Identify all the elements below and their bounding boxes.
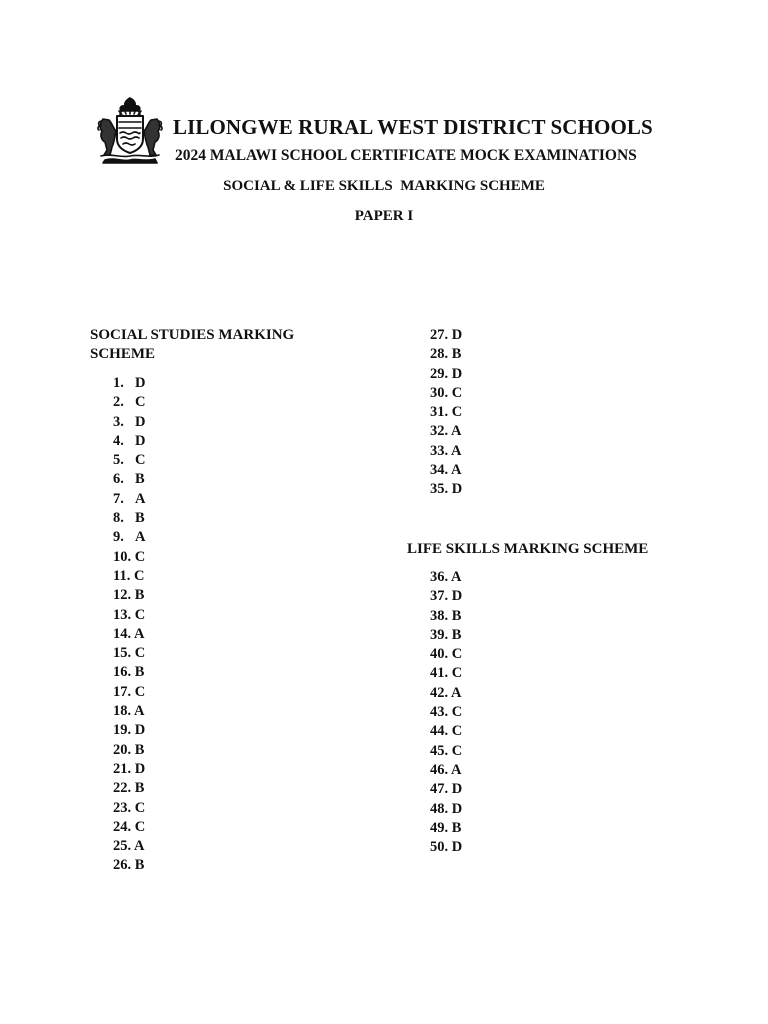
social-studies-heading xyxy=(90,326,294,365)
answer-item: 31. C xyxy=(430,404,463,421)
district-title: LILONGWE RURAL WEST DISTRICT SCHOOLS xyxy=(173,115,653,139)
answer-item: 21. D xyxy=(113,760,146,777)
answer-item: 28. B xyxy=(430,346,462,363)
answer-item: 38. B xyxy=(430,607,462,624)
answer-item: 12. B xyxy=(113,587,145,604)
answer-item: 4. D xyxy=(113,432,146,449)
answer-item: 49. B xyxy=(430,819,462,836)
answer-item: 3. D xyxy=(113,413,146,430)
answer-item: 11. C xyxy=(113,567,145,584)
answer-item: 45. C xyxy=(430,742,463,759)
answer-item: 18. A xyxy=(113,703,145,720)
answer-item: 35. D xyxy=(430,481,463,498)
answer-item: 48. D xyxy=(430,800,463,817)
answer-item: 33. A xyxy=(430,442,462,459)
subject-title: SOCIAL & LIFE SKILLS MARKING SCHEME xyxy=(223,178,545,194)
answer-item: 44. C xyxy=(430,723,463,740)
answer-item: 40. C xyxy=(430,646,463,663)
answer-item: 2. C xyxy=(113,394,146,411)
answer-item: 5. C xyxy=(113,452,146,469)
answer-item: 17. C xyxy=(113,683,146,700)
social-studies-heading-line2: SCHEME xyxy=(90,346,156,363)
answer-item: 32. A xyxy=(430,423,462,440)
answer-item: 25. A xyxy=(113,838,145,855)
answer-item: 37. D xyxy=(430,588,463,605)
answer-item: 24. C xyxy=(113,818,146,835)
answer-item: 26. B xyxy=(113,857,145,874)
social-studies-answer-list-continued xyxy=(430,326,462,500)
paper-title: PAPER I xyxy=(354,208,414,224)
answer-item: 29. D xyxy=(430,365,463,382)
answer-item: 8. B xyxy=(113,510,145,527)
answer-item: 7. A xyxy=(113,490,146,507)
answer-item: 14. A xyxy=(113,625,145,642)
answer-item: 42. A xyxy=(430,684,462,701)
answer-item: 46. A xyxy=(430,761,462,778)
answer-item: 20. B xyxy=(113,741,145,758)
answer-item: 13. C xyxy=(113,606,146,623)
social-studies-heading-line1: SOCIAL STUDIES MARKING xyxy=(90,327,295,343)
answer-item: 36. A xyxy=(430,569,462,585)
answer-item: 41. C xyxy=(430,665,463,682)
answer-item: 22. B xyxy=(113,780,145,797)
exam-title: 2024 MALAWI SCHOOL CERTIFICATE MOCK EXAMINATIONS xyxy=(175,147,637,164)
answer-item: 43. C xyxy=(430,704,463,721)
answer-item: 47. D xyxy=(430,781,463,798)
coat-of-arms-icon xyxy=(95,95,165,165)
answer-item: 9. A xyxy=(113,529,146,546)
answer-item: 15. C xyxy=(113,645,146,662)
life-skills-heading: LIFE SKILLS MARKING SCHEME xyxy=(407,541,649,557)
answer-item: 6. B xyxy=(113,471,145,488)
answer-item: 39. B xyxy=(430,626,462,643)
answer-item: 50. D xyxy=(430,839,463,856)
answer-item: 30. C xyxy=(430,384,463,401)
answer-item: 34. A xyxy=(430,462,462,479)
answer-item: 23. C xyxy=(113,799,146,816)
answer-item: 16. B xyxy=(113,664,145,681)
answer-item: 19. D xyxy=(113,722,146,739)
life-skills-answer-list xyxy=(430,568,462,857)
answer-item: 10. C xyxy=(113,548,146,565)
answer-item: 1. D xyxy=(113,375,146,391)
social-studies-answer-list xyxy=(113,374,145,876)
answer-item: 27. D xyxy=(430,327,463,343)
